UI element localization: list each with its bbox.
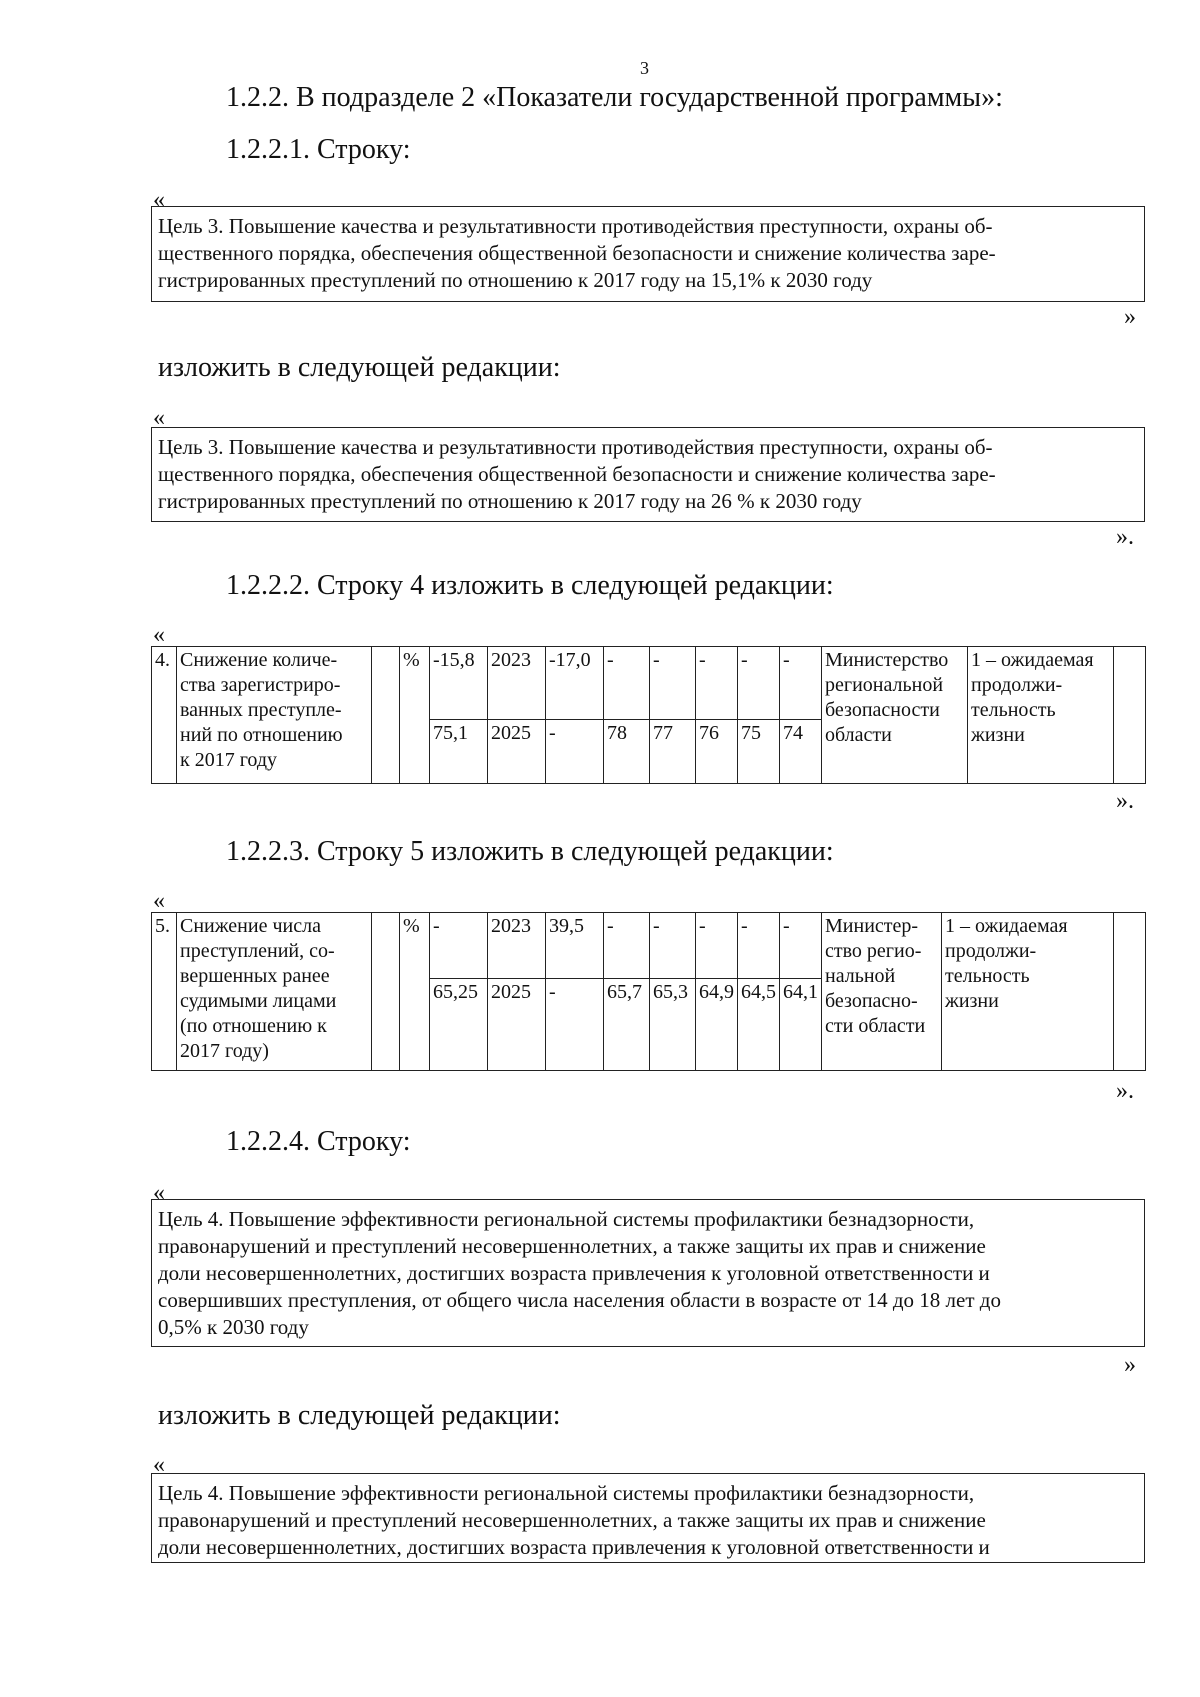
restate-phrase: изложить в следующей редакции: bbox=[158, 352, 561, 383]
row4-link: 1 – ожидаемая продолжи- тельность жизни bbox=[968, 647, 1114, 784]
row5-empty-cell bbox=[1114, 913, 1146, 1071]
row4-cell: 2025 bbox=[488, 720, 546, 784]
section-heading-1-2-2: 1.2.2. В подразделе 2 «Показатели государственной программы»: bbox=[226, 82, 1003, 113]
goal3-old-box bbox=[151, 206, 1145, 302]
open-quote: « bbox=[153, 1180, 165, 1206]
row4-indicator-name: Снижение количе- ства зарегистриро- ванных преступле- ний по отношению к 2017 году bbox=[177, 647, 372, 784]
row4-cell: -17,0 bbox=[546, 647, 604, 720]
row5-cell: 65,25 bbox=[430, 979, 488, 1071]
section-heading-1-2-2-1: 1.2.2.1. Строку: bbox=[226, 134, 411, 165]
row4-cell: 78 bbox=[604, 720, 650, 784]
row5-cell: - bbox=[604, 913, 650, 979]
row4-cell: - bbox=[546, 720, 604, 784]
row4-cell: 75 bbox=[738, 720, 780, 784]
goal4-old-line: 0,5% к 2030 году bbox=[158, 1315, 309, 1339]
row5-indicator-name: Снижение числа преступлений, со- вершенных ранее судимыми лицами (по отношению к 2017 году) bbox=[177, 913, 372, 1071]
row5-table bbox=[151, 912, 1146, 1071]
section-heading-1-2-2-2: 1.2.2.2. Строку 4 изложить в следующей редакции: bbox=[226, 570, 834, 601]
row4-unit: % bbox=[400, 647, 430, 784]
row4-cell: 75,1 bbox=[430, 720, 488, 784]
row4-cell: - bbox=[738, 647, 780, 720]
row5-responsible: Министер- ство регио- нальной безопасно- сти области bbox=[822, 913, 942, 1071]
row5-cell: 64,1 bbox=[780, 979, 822, 1071]
row5-cell: 64,9 bbox=[696, 979, 738, 1071]
open-quote: « bbox=[153, 888, 165, 914]
row5-cell: 64,5 bbox=[738, 979, 780, 1071]
row5-empty-cell bbox=[372, 913, 400, 1071]
goal3-new-line: щественного порядка, обеспечения общественной безопасности и снижение количества заре- bbox=[158, 462, 996, 486]
close-quote: ». bbox=[1116, 1078, 1134, 1104]
row4-table bbox=[151, 646, 1146, 784]
row5-link: 1 – ожидаемая продолжи- тельность жизни bbox=[942, 913, 1114, 1071]
goal4-new-line: доли несовершеннолетних, достигших возраста привлечения к уголовной ответственности и bbox=[158, 1535, 990, 1559]
goal3-new-line: Цель 3. Повышение качества и результативности противодействия преступности, охраны об- bbox=[158, 435, 993, 459]
row5-cell: 39,5 bbox=[546, 913, 604, 979]
section-heading-1-2-2-3: 1.2.2.3. Строку 5 изложить в следующей редакции: bbox=[226, 836, 834, 867]
row4-cell: 2023 bbox=[488, 647, 546, 720]
goal4-new-line: Цель 4. Повышение эффективности региональной системы профилактики безнадзорности, bbox=[158, 1481, 975, 1505]
goal4-new-line: правонарушений и преступлений несовершеннолетних, а также защиты их прав и снижение bbox=[158, 1508, 986, 1532]
row5-cell: - bbox=[696, 913, 738, 979]
row4-cell: - bbox=[604, 647, 650, 720]
row5-cell: 65,7 bbox=[604, 979, 650, 1071]
close-quote: » bbox=[1124, 1352, 1136, 1378]
row5-cell: - bbox=[780, 913, 822, 979]
goal3-new-box bbox=[151, 427, 1145, 522]
open-quote: « bbox=[153, 405, 165, 431]
goal3-old-line: Цель 3. Повышение качества и результативности противодействия преступности, охраны об- bbox=[158, 214, 993, 238]
goal3-old-line: щественного порядка, обеспечения общественной безопасности и снижение количества заре- bbox=[158, 241, 996, 265]
goal4-old-line: Цель 4. Повышение эффективности региональной системы профилактики безнадзорности, bbox=[158, 1207, 975, 1231]
row5-cell: 2025 bbox=[488, 979, 546, 1071]
row5-unit: % bbox=[400, 913, 430, 1071]
close-quote: » bbox=[1124, 304, 1136, 330]
row4-responsible: Министерство региональной безопасности области bbox=[822, 647, 968, 784]
row4-cell: 76 bbox=[696, 720, 738, 784]
row4-cell: -15,8 bbox=[430, 647, 488, 720]
row5-cell: - bbox=[738, 913, 780, 979]
restate-phrase: изложить в следующей редакции: bbox=[158, 1400, 561, 1431]
row5-cell: 2023 bbox=[488, 913, 546, 979]
row4-cell: - bbox=[650, 647, 696, 720]
close-quote: ». bbox=[1116, 788, 1134, 814]
goal3-new-line: гистрированных преступлений по отношению к 2017 году на 26 % к 2030 году bbox=[158, 489, 862, 513]
open-quote: « bbox=[153, 1452, 165, 1478]
row4-empty-cell bbox=[372, 647, 400, 784]
row4-cell: 77 bbox=[650, 720, 696, 784]
goal4-old-line: правонарушений и преступлений несовершеннолетних, а также защиты их прав и снижение bbox=[158, 1234, 986, 1258]
open-quote: « bbox=[153, 187, 165, 213]
page-number: 3 bbox=[640, 58, 649, 78]
close-quote: ». bbox=[1116, 524, 1134, 550]
row5-number: 5. bbox=[152, 913, 177, 1071]
row5-cell: 65,3 bbox=[650, 979, 696, 1071]
row4-cell: - bbox=[696, 647, 738, 720]
row5-cell: - bbox=[430, 913, 488, 979]
open-quote: « bbox=[153, 622, 165, 648]
row4-number: 4. bbox=[152, 647, 177, 784]
goal4-old-line: совершивших преступления, от общего числа населения области в возрасте от 14 до 18 лет до bbox=[158, 1288, 1001, 1312]
row5-cell: - bbox=[650, 913, 696, 979]
row4-cell: 74 bbox=[780, 720, 822, 784]
section-heading-1-2-2-4: 1.2.2.4. Строку: bbox=[226, 1126, 411, 1157]
goal3-old-line: гистрированных преступлений по отношению к 2017 году на 15,1% к 2030 году bbox=[158, 268, 873, 292]
goal4-new-box bbox=[151, 1473, 1145, 1563]
row4-cell: - bbox=[780, 647, 822, 720]
goal4-old-box bbox=[151, 1199, 1145, 1347]
row4-empty-cell bbox=[1114, 647, 1146, 784]
row5-cell: - bbox=[546, 979, 604, 1071]
goal4-old-line: доли несовершеннолетних, достигших возраста привлечения к уголовной ответственности и bbox=[158, 1261, 990, 1285]
